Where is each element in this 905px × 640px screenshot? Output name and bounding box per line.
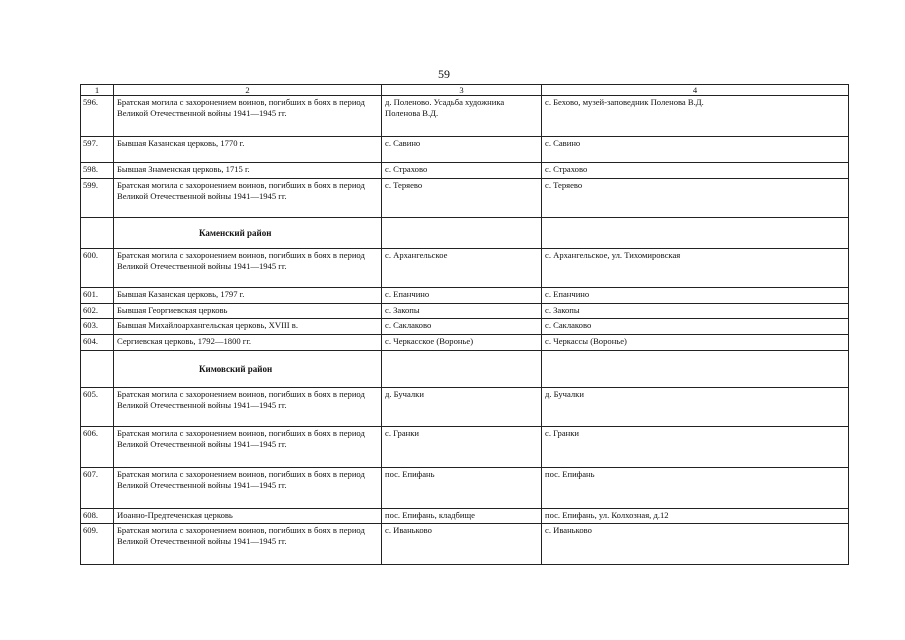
monument-name: Иоанно-Предтеченская церковь: [114, 509, 382, 524]
monument-address: д. Бучалки: [542, 388, 849, 427]
monument-location: с. Черкасское (Воронье): [382, 335, 542, 351]
column-header: 2: [114, 85, 382, 96]
empty-cell: [382, 351, 542, 388]
monument-address: с. Саклаково: [542, 319, 849, 335]
row-number: 603.: [81, 319, 114, 335]
monument-address: с. Бехово, музей-заповедник Поленова В.Д.: [542, 96, 849, 137]
row-number: 608.: [81, 509, 114, 524]
section-title: Каменский район: [114, 218, 382, 249]
column-header: 1: [81, 85, 114, 96]
monument-name: Бывшая Знаменская церковь, 1715 г.: [114, 163, 382, 179]
monument-location: с. Савино: [382, 137, 542, 163]
column-header: 4: [542, 85, 849, 96]
table-row: [81, 388, 849, 427]
column-header: 3: [382, 85, 542, 96]
page-number: 59: [438, 67, 450, 81]
monument-address: пос. Епифань: [542, 468, 849, 509]
section-row: [81, 218, 849, 249]
row-number: 599.: [81, 179, 114, 218]
table-row: [81, 137, 849, 163]
monument-name: Братская могила с захоронением воинов, погибших в боях в период Великой Отечественной войны 1941—1945 гг.: [114, 96, 382, 137]
monument-location: с. Саклаково: [382, 319, 542, 335]
monument-location: с. Иваньково: [382, 524, 542, 565]
monument-address: с. Теряево: [542, 179, 849, 218]
row-number: 597.: [81, 137, 114, 163]
monument-address: с. Черкассы (Воронье): [542, 335, 849, 351]
table-row: [81, 524, 849, 565]
row-number: 602.: [81, 304, 114, 319]
monument-name: Братская могила с захоронением воинов, погибших в боях в период Великой Отечественной войны 1941—1945 гг.: [114, 524, 382, 565]
table-row: [81, 427, 849, 468]
monument-location: пос. Епифань, кладбище: [382, 509, 542, 524]
row-number: 600.: [81, 249, 114, 288]
monument-location: с. Архангельское: [382, 249, 542, 288]
monument-location: с. Гранки: [382, 427, 542, 468]
monument-name: Братская могила с захоронением воинов, погибших в боях в период Великой Отечественной войны 1941—1945 гг.: [114, 468, 382, 509]
monument-name: Бывшая Михайлоархангельская церковь, XVIII в.: [114, 319, 382, 335]
table-row: [81, 96, 849, 137]
row-number: 606.: [81, 427, 114, 468]
empty-cell: [81, 218, 114, 249]
monument-address: с. Гранки: [542, 427, 849, 468]
empty-cell: [81, 351, 114, 388]
monument-location: с. Теряево: [382, 179, 542, 218]
row-number: 609.: [81, 524, 114, 565]
table-row: [81, 468, 849, 509]
empty-cell: [542, 351, 849, 388]
monument-location: д. Бучалки: [382, 388, 542, 427]
monument-name: Сергиевская церковь, 1792—1800 гг.: [114, 335, 382, 351]
row-number: 598.: [81, 163, 114, 179]
monument-address: с. Епанчино: [542, 288, 849, 304]
monument-name: Бывшая Казанская церковь, 1797 г.: [114, 288, 382, 304]
row-number: 596.: [81, 96, 114, 137]
monument-name: Бывшая Георгиевская церковь: [114, 304, 382, 319]
monument-location: с. Закопы: [382, 304, 542, 319]
monument-address: с. Закопы: [542, 304, 849, 319]
monument-address: пос. Епифань, ул. Колхозная, д.12: [542, 509, 849, 524]
table-row: [81, 163, 849, 179]
monument-name: Бывшая Казанская церковь, 1770 г.: [114, 137, 382, 163]
monument-location: д. Поленово. Усадьба художника Поленова В.Д.: [382, 96, 542, 137]
row-number: 604.: [81, 335, 114, 351]
monument-address: с. Архангельское, ул. Тихомировская: [542, 249, 849, 288]
table-row: [81, 249, 849, 288]
table-row: [81, 319, 849, 335]
monument-name: Братская могила с захоронением воинов, погибших в боях в период Великой Отечественной войны 1941—1945 гг.: [114, 179, 382, 218]
table-row: [81, 509, 849, 524]
monument-address: с. Иваньково: [542, 524, 849, 565]
table-row: [81, 288, 849, 304]
section-title: Кимовский район: [114, 351, 382, 388]
monument-location: пос. Епифань: [382, 468, 542, 509]
monument-location: с. Страхово: [382, 163, 542, 179]
table-row: [81, 335, 849, 351]
monument-name: Братская могила с захоронением воинов, погибших в боях в период Великой Отечественной войны 1941—1945 гг.: [114, 249, 382, 288]
row-number: 605.: [81, 388, 114, 427]
monument-address: с. Савино: [542, 137, 849, 163]
monument-name: Братская могила с захоронением воинов, погибших в боях в период Великой Отечественной войны 1941—1945 гг.: [114, 427, 382, 468]
empty-cell: [542, 218, 849, 249]
table-row: [81, 179, 849, 218]
table-row: [81, 304, 849, 319]
row-number: 601.: [81, 288, 114, 304]
monument-address: с. Страхово: [542, 163, 849, 179]
section-row: [81, 351, 849, 388]
monument-name: Братская могила с захоронением воинов, погибших в боях в период Великой Отечественной войны 1941—1945 гг.: [114, 388, 382, 427]
monuments-table: [80, 84, 849, 565]
row-number: 607.: [81, 468, 114, 509]
monument-location: с. Епанчино: [382, 288, 542, 304]
header-row: [81, 85, 849, 96]
empty-cell: [382, 218, 542, 249]
